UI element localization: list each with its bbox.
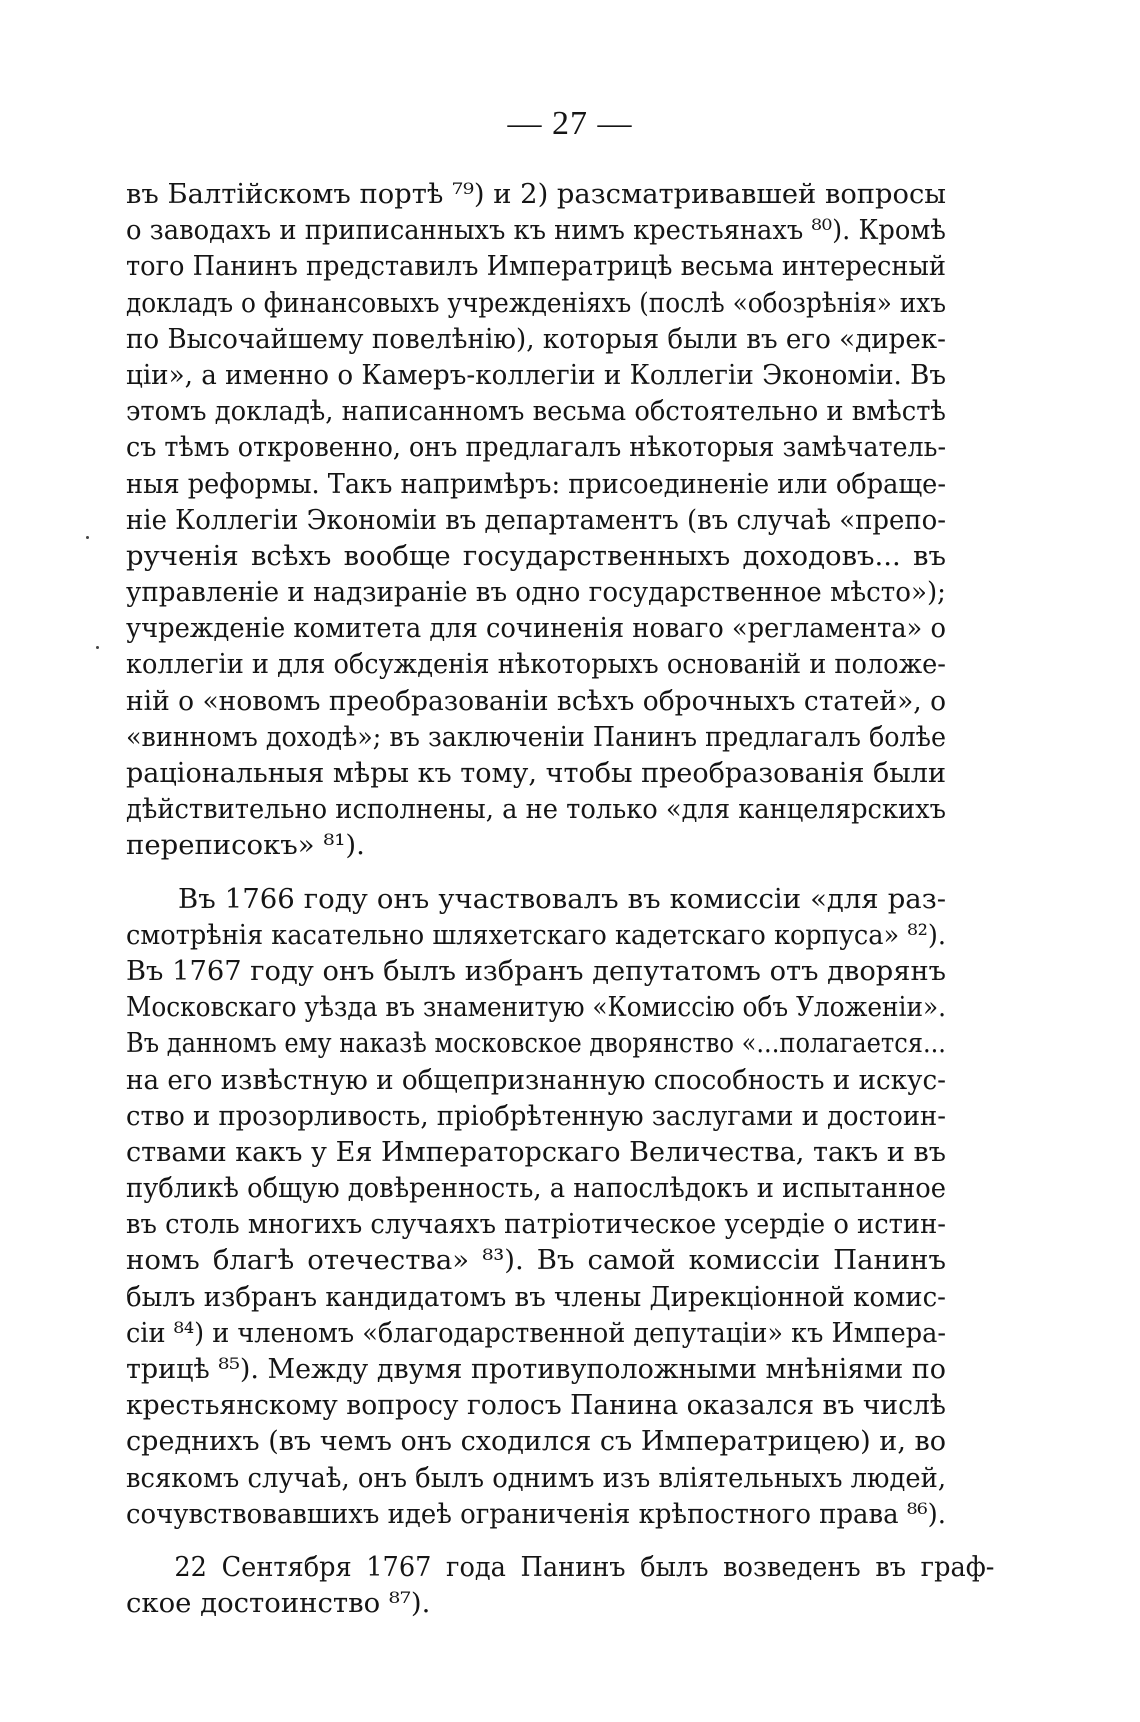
text-line: ство и прозорливость, пріобрѣтенную заслугами и достоин- <box>126 1099 946 1132</box>
text-line: рученія всѣхъ вообще государственныхъ доходовъ... въ <box>126 539 946 572</box>
text-line: того Панинъ представилъ Императрицѣ весьма интересный <box>126 250 946 283</box>
text-line: на его извѣстную и общепризнанную способность и искус- <box>126 1063 946 1096</box>
paragraph-1 <box>126 176 946 864</box>
text-line: ствами какъ у Ея Императорскаго Величества, такъ и въ <box>126 1135 946 1168</box>
page-number: — 27 — <box>507 105 633 142</box>
text-line: о заводахъ и приписанныхъ къ нимъ крестьянахъ ⁸⁰). Кромѣ <box>126 214 946 247</box>
text-line: докладъ о финансовыхъ учрежденіяхъ (послѣ «обозрѣнія» ихъ <box>126 286 947 319</box>
scan-speck <box>96 646 99 649</box>
paragraph-3 <box>126 1549 995 1621</box>
text-line: по Высочайшему повелѣнію), которыя были въ его «дирек- <box>126 322 946 355</box>
text-line: ніе Коллегіи Экономіи въ департаментъ (въ случаѣ «препо- <box>126 503 947 536</box>
text-line: раціональныя мѣры къ тому, чтобы преобразованія были <box>126 757 946 789</box>
text-line: крестьянскому вопросу голосъ Панина оказался въ числѣ <box>126 1389 946 1422</box>
text-line: этомъ докладѣ, написанномъ весьма обстоятельно и вмѣстѣ <box>126 395 946 428</box>
paragraph-gap <box>126 864 946 881</box>
text-line: сіи ⁸⁴) и членомъ «благодарственной депутаціи» къ Импера- <box>126 1316 947 1349</box>
text-line: въ Балтійскомъ портѣ ⁷⁹) и 2) разсматривавшей вопросы <box>126 178 947 210</box>
text-line: 22 Сентября 1767 года Панинъ былъ возведенъ въ граф- <box>174 1550 995 1583</box>
text-line: смотрѣнія касательно шляхетскаго кадетскаго корпуса» ⁸²). <box>126 918 947 951</box>
text-line: съ тѣмъ откровенно, онъ предлагалъ нѣкоторыя замѣчатель- <box>126 431 947 464</box>
text-line: былъ избранъ кандидатомъ въ члены Дирекціонной комис- <box>126 1280 946 1313</box>
text-line: управленіе и надзираніе въ одно государственное мѣсто»); <box>126 576 946 609</box>
text-line: ныя реформы. Такъ напримѣръ: присоединеніе или обраще- <box>126 467 946 500</box>
text-line: трицѣ ⁸⁵). Между двумя противуположными мнѣніями по <box>126 1353 946 1385</box>
text-line: въ столь многихъ случаяхъ патріотическое усердіе о истин- <box>126 1208 946 1241</box>
text-line: переписокъ» ⁸¹). <box>126 829 365 862</box>
text-line: Московскаго уѣзда въ знаменитую «Комиссію объ Уложеніи». <box>126 991 947 1024</box>
paragraph-2 <box>126 881 946 1532</box>
text-line: публикѣ общую довѣренность, а напослѣдокъ и испытанное <box>126 1172 946 1205</box>
text-line: учрежденіе комитета для сочиненія новаго «регламента» о <box>126 612 946 645</box>
text-line: всякомъ случаѣ, онъ былъ однимъ изъ вліятельныхъ людей, <box>126 1461 947 1494</box>
text-line: ціи», а именно о Камеръ-коллегіи и Коллегіи Экономіи. Въ <box>126 358 946 391</box>
text-line: «винномъ доходѣ»; въ заключеніи Панинъ предлагалъ болѣе <box>126 720 947 753</box>
text-line: ній о «новомъ преобразованіи всѣхъ оброчныхъ статей», о <box>126 684 947 717</box>
text-line: Въ данномъ ему наказѣ московское дворянство «...полагается... <box>126 1027 946 1060</box>
text-line: номъ благѣ отечества» ⁸³). Въ самой комиссіи Панинъ <box>126 1244 946 1277</box>
paragraph-gap <box>126 1532 946 1549</box>
text-line: ское достоинство ⁸⁷). <box>126 1587 431 1620</box>
text-line: среднихъ (въ чемъ онъ сходился съ Императрицею) и, во <box>126 1425 947 1458</box>
text-line: коллегіи и для обсужденія нѣкоторыхъ основаній и положе- <box>126 648 946 681</box>
text-line: Въ 1766 году онъ участвовалъ въ комиссіи «для раз- <box>178 882 946 915</box>
text-line: дѣйствительно исполнены, а не только «для канцелярскихъ <box>126 793 947 826</box>
scan-speck <box>86 536 89 539</box>
text-line: Въ 1767 году онъ былъ избранъ депутатомъ отъ дворянъ <box>126 954 947 987</box>
text-line: сочувствовавшихъ идеѣ ограниченія крѣпостного права ⁸⁶). <box>126 1497 946 1530</box>
body-text <box>126 176 995 1621</box>
